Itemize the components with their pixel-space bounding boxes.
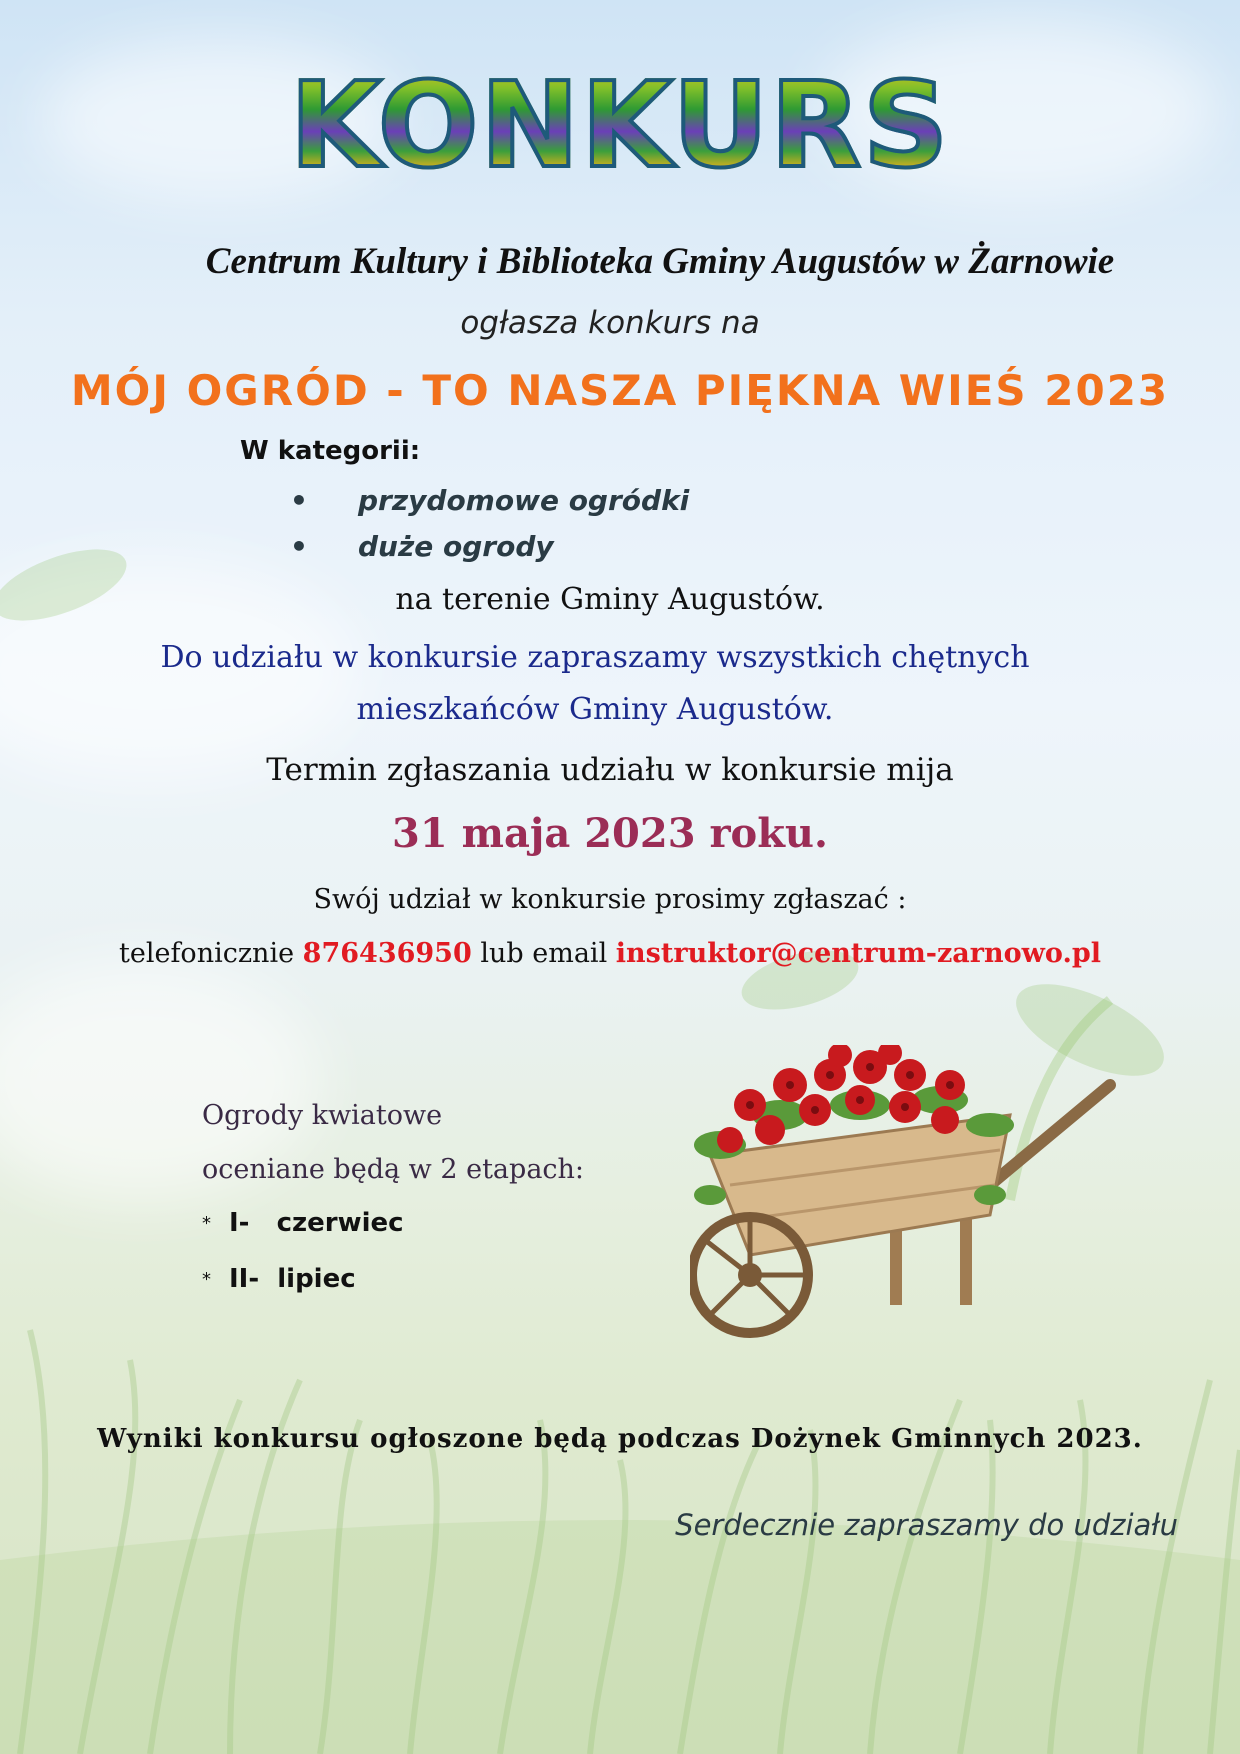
- category-item: duże ogrody: [358, 530, 554, 563]
- contact-line: [0, 938, 1220, 969]
- organizer-name: Centrum Kultury i Biblioteka Gminy Augustów w Żarnowie: [205, 241, 1115, 282]
- deadline-text: Termin zgłaszania udziału w konkursie mija: [266, 752, 954, 788]
- bullet-icon: •: [290, 484, 308, 517]
- stages-subheading: oceniane będą w 2 etapach:: [202, 1154, 585, 1185]
- deadline-date: 31 maja 2023 roku.: [392, 810, 828, 857]
- wheelbarrow-flowers-image: [690, 1045, 1130, 1355]
- apply-instructions: Swój udział w konkursie prosimy zgłaszać :: [313, 884, 907, 915]
- title-konkurs: KONKURS: [0, 60, 1240, 190]
- invitation-line: Do udziału w konkursie zapraszamy wszystkich chętnych: [160, 640, 1030, 675]
- stage-item: [202, 1208, 404, 1238]
- bullet-icon: •: [290, 530, 308, 563]
- email-address[interactable]: instruktor@centrum-zarnowo.pl: [615, 938, 1101, 969]
- closing-invitation: Serdecznie zapraszamy do udziału: [675, 1508, 1178, 1542]
- stage-label: I- czerwiec: [229, 1208, 404, 1238]
- phone-label: telefonicznie: [119, 938, 295, 969]
- area-text: na terenie Gminy Augustów.: [395, 582, 825, 617]
- announcement-text: ogłasza konkurs na: [460, 305, 760, 341]
- contest-name: MÓJ OGRÓD - TO NASZA PIĘKNA WIEŚ 2023: [70, 366, 1170, 415]
- invitation-text: [0, 632, 1190, 736]
- stages-heading: Ogrody kwiatowe: [202, 1100, 443, 1131]
- stage-item: [202, 1264, 356, 1294]
- stage-label: II- lipiec: [229, 1264, 356, 1294]
- phone-number[interactable]: 876436950: [302, 938, 472, 969]
- results-announcement: Wyniki konkursu ogłoszone będą podczas Dożynek Gminnych 2023.: [97, 1424, 1143, 1454]
- list-item: [290, 478, 689, 524]
- list-item: [290, 524, 689, 570]
- email-label: lub email: [480, 938, 608, 969]
- category-label: W kategorii:: [240, 436, 421, 466]
- category-item: przydomowe ogródki: [358, 484, 690, 517]
- invitation-line: mieszkańców Gminy Augustów.: [356, 692, 834, 727]
- asterisk-icon: *: [202, 1213, 211, 1234]
- category-list: [290, 478, 689, 570]
- asterisk-icon: *: [202, 1269, 211, 1290]
